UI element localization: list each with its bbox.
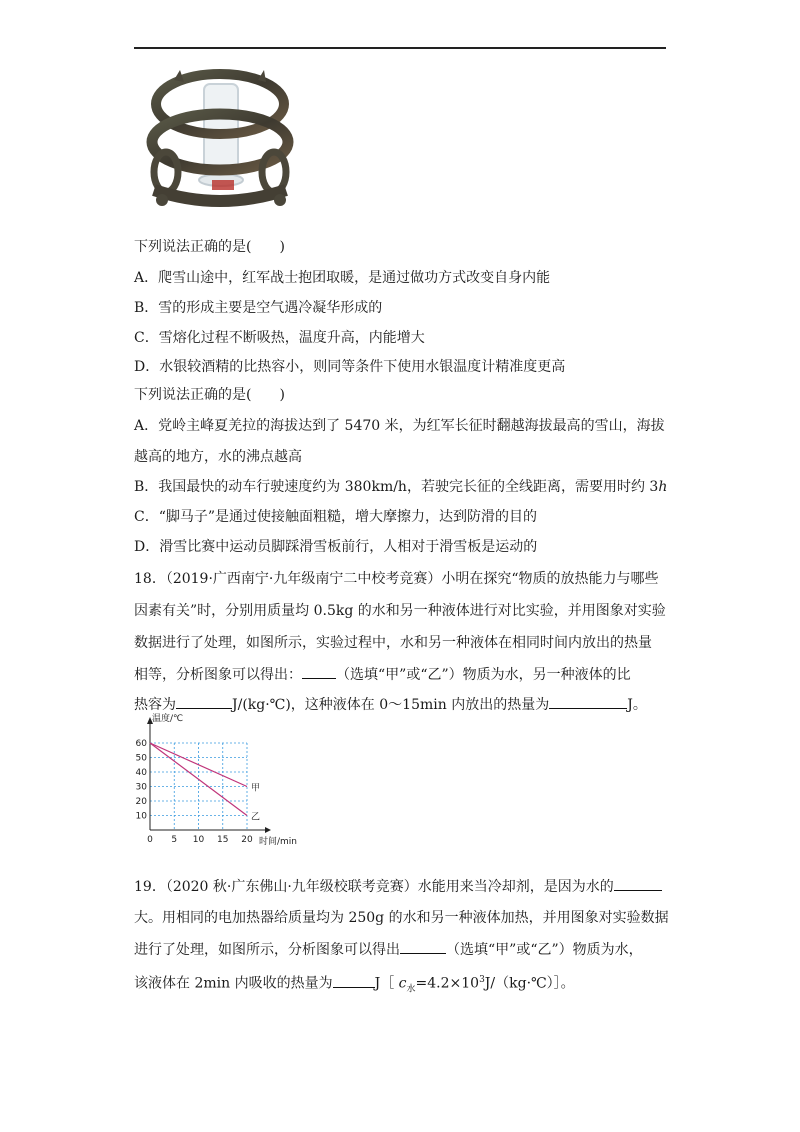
y-tick-label: 40 — [135, 768, 147, 778]
question-a-option-a: A．爬雪山途中，红军战士抱团取暖，是通过做功方式改变自身内能 — [134, 270, 551, 286]
x-tick-label: 5 — [171, 835, 178, 845]
q18-line5-b: J/(kg·℃)，这种液体在 0～15min 内放出的热量为 — [232, 697, 550, 713]
x-tick-label: 20 — [241, 835, 253, 845]
x-tick-label: 10 — [192, 835, 205, 845]
y-tick-label: 50 — [135, 753, 147, 764]
q19-line3-a: 进行了处理，如图所示，分析图象可以得出 — [134, 942, 400, 958]
q18-line2: 因素有关”时，分别用质量均 0.5kg 的水和另一种液体进行对比实验，并用图象对实验 — [134, 603, 666, 619]
option-b-unit: h — [658, 479, 668, 495]
question-b-option-d: D．滑雪比赛中运动员脚踩滑雪板前行，人相对于滑雪板是运动的 — [134, 539, 538, 555]
y-tick-label: 10 — [135, 811, 147, 822]
x-tick-label: 15 — [217, 835, 229, 845]
q18-line4-text: 相等，分析图象可以得出： — [134, 667, 302, 683]
q18-line5-a: 热容为 — [134, 697, 176, 713]
q19-line3 — [134, 939, 643, 960]
answer-blank-5[interactable] — [400, 939, 446, 954]
q19-line2: 大。用相同的电加热器给质量均为 250g 的水和另一种液体加热，并用图象对实验数据 — [134, 910, 669, 926]
series-label-1: 乙 — [251, 812, 261, 823]
answer-blank-1[interactable] — [302, 664, 336, 679]
q18-line4-text-b: （选填“甲”或“乙”）物质为水，另一种液体的比 — [336, 667, 631, 683]
q19-line4-d: =4.2×10 — [415, 975, 480, 992]
artifact-photo — [140, 62, 300, 222]
question-a-option-d: D．水银较酒精的比热容小，则同等条件下使用水银温度计精准度更高 — [134, 359, 566, 375]
answer-blank-6[interactable] — [333, 973, 375, 988]
q19-line4-a: 该液体在 2min 内吸收的热量为 — [134, 975, 333, 992]
q18-line1: 18．（2019·广西南宁·九年级南宁二中校考竞赛）小明在探究“物质的放热能力与哪些 — [134, 571, 659, 587]
answer-blank-2[interactable] — [176, 694, 232, 709]
q18-line4 — [134, 664, 631, 685]
q19-line4 — [134, 970, 575, 999]
header-rule — [134, 47, 666, 49]
question-b-option-b — [134, 477, 667, 497]
q19-line4-e: J/（kg·℃）］。 — [484, 975, 575, 992]
question-b-option-a-line2: 越高的地方，水的沸点越高 — [134, 449, 302, 465]
y-tick-label: 30 — [135, 782, 147, 793]
q19-line1 — [134, 876, 662, 897]
specific-heat-subscript: 水 — [406, 984, 416, 995]
x-tick-label: 0 — [147, 835, 153, 845]
question-a-stem: 下列说法正确的是( ) — [134, 239, 285, 255]
question-b-stem: 下列说法正确的是( ) — [134, 387, 285, 403]
option-b-text: B．我国最快的动车行驶速度约为 380km/h，若驶完长征的全线距离，需要用时约 3 — [134, 479, 659, 495]
question-a-option-b: B．雪的形成主要是空气遇冷凝华形成的 — [134, 300, 383, 316]
answer-blank-3[interactable] — [549, 694, 627, 709]
question-b-option-a-line1: A．党岭主峰夏羌拉的海拔达到了 5470 米，为红军长征时翻越海拔最高的雪山，海拔 — [134, 418, 665, 434]
y-axis-label: 温度/℃ — [152, 714, 184, 724]
q18-line5-c: J。 — [627, 697, 647, 713]
y-tick-label: 60 — [135, 739, 147, 749]
exponent: 3 — [479, 975, 485, 985]
answer-blank-4[interactable] — [614, 876, 662, 891]
question-b-option-c: C．“脚马子”是通过使接触面粗糙，增大摩擦力，达到防滑的目的 — [134, 509, 538, 525]
series-label-0: 甲 — [251, 783, 261, 794]
q18-line3: 数据进行了处理，如图所示，实验过程中，水和另一种液体在相同时间内放出的热量 — [134, 635, 652, 651]
q19-line4-b: J［ — [374, 975, 395, 992]
question-a-option-c: C．雪熔化过程不断吸热，温度升高，内能增大 — [134, 330, 425, 346]
y-tick-label: 20 — [135, 797, 147, 807]
x-axis-arrow — [265, 827, 271, 833]
q19-line3-b: （选填“甲”或“乙”）物质为水， — [446, 942, 643, 958]
x-axis-label: 时间/min — [259, 837, 298, 847]
q19-line1-text: 19．（2020 秋·广东佛山·九年级校联考竞赛）水能用来当冷却剂，是因为水的 — [134, 879, 614, 895]
temperature-time-chart — [135, 712, 320, 852]
specific-heat-symbol: c — [398, 975, 407, 992]
